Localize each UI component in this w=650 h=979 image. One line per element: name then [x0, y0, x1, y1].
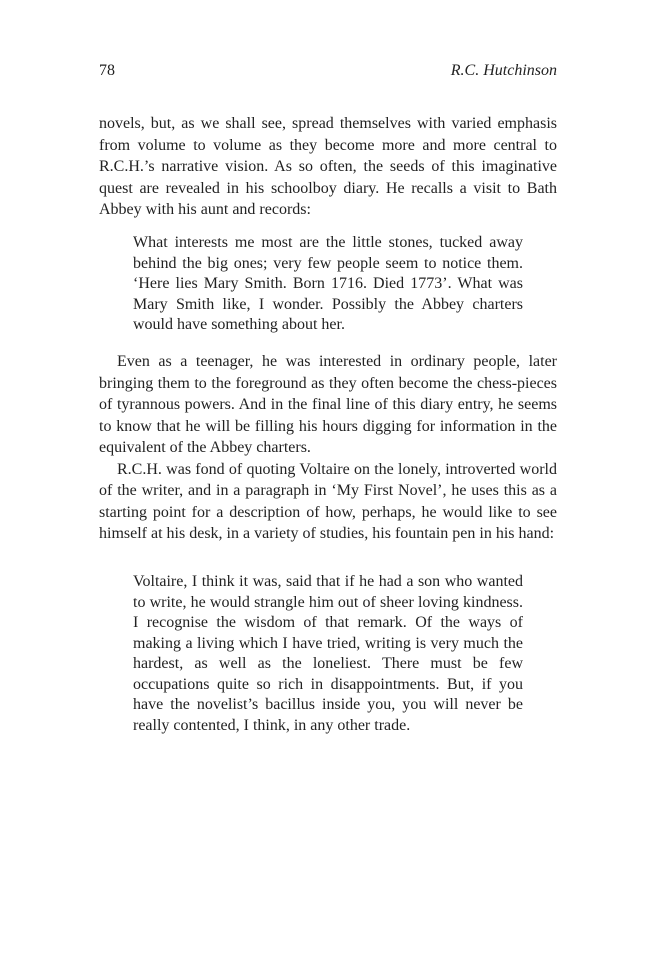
block-quote-2: Voltaire, I think it was, said that if he had a son who wanted to write, he would strangle him out of sheer loving kindness. I recognise the wisdom of that remark. Of the ways of making a living which I have tried, writing is very much the hardest, as well as the loneliest. There must be few occupations quite so rich in disappointments. But, if you have the novelist’s bacillus inside you, you will never be really contented, I think, in any other trade.	[133, 573, 523, 734]
running-head: R.C. Hutchinson	[450, 62, 557, 79]
body-paragraph-1-container	[99, 113, 557, 221]
body-paragraph-2: Even as a teenager, he was interested in ordinary people, later bringing them to the foreground as they often become the chess-pieces of tyrannous powers. And in the final line of this diary entry, he seems to know that he will be filling his hours digging for information in the equivalent of the Abbey charters.	[99, 353, 557, 456]
body-paragraph-group	[99, 351, 557, 545]
page-header	[99, 62, 557, 86]
page-number: 78	[99, 62, 115, 79]
body-paragraph-3: R.C.H. was fond of quoting Voltaire on the lonely, introverted world of the writer, and in a paragraph in ‘My First Novel’, he uses this as a starting point for a description of how, perhaps, he would like to see himself at his desk, in a variety of studies, his fountain pen in his hand:	[99, 460, 557, 542]
block-quote-1: What interests me most are the little stones, tucked away behind the big ones; very few people seem to notice them. ‘Here lies Mary Smith. Born 1716. Died 1773’. What was Mary Smith like, I wonder. Possibly the Abbey charters would have something about her.	[133, 234, 523, 333]
body-paragraph-1: novels, but, as we shall see, spread themselves with varied emphasis from volume to volume as they become more and more central to R.C.H.’s narrative vision. As so often, the seeds of this imaginative quest are revealed in his schoolboy diary. He recalls a visit to Bath Abbey with his aunt and records:	[99, 115, 557, 218]
